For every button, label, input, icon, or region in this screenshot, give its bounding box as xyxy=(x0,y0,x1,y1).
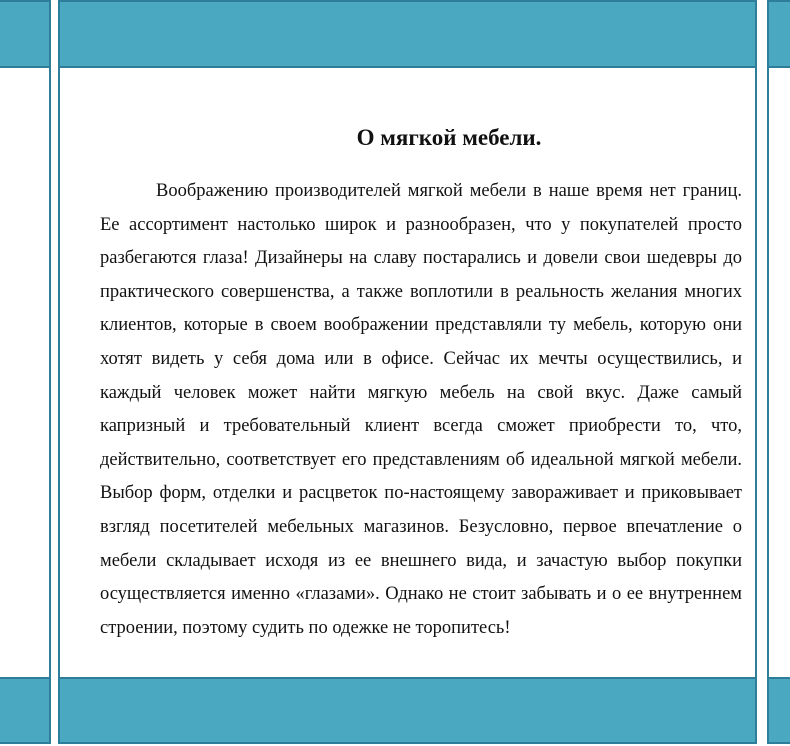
document-title: О мягкой мебели. xyxy=(356,125,542,150)
content-area xyxy=(58,68,757,677)
document-paragraph: Воображению производителей мягкой мебели в наше время нет границ. Ее ассортимент настолько широк и разнообразен, что у покупателей просто разбегаются глаза! Дизайнеры на славу постарались и довели свои шедевры до практического совершенства, а также воплотили в реальность желания многих клиентов, которые в своем воображении представляли ту мебель, которую они хотят видеть у себя дома или в офисе. Сейчас их мечты осуществились, и каждый человек может найти мягкую мебель на свой вкус. Даже самый капризный и требовательный клиент всегда сможет приобрести то, что, действительно, соответствует его представлениям об идеальной мягкой мебели. Выбор форм, отделки и расцветок по-настоящему завораживает и приковывает взгляд посетителей мебельных магазинов. Безусловно, первое впечатление о мебели складывает исходя из ее внешнего вида, и зачастую выбор покупки осуществляется именно «глазами». Однако не стоит забывать и о ее внутреннем строении, поэтому судить по одежке не торопитесь! xyxy=(100,181,742,638)
left-top-band xyxy=(0,0,51,68)
right-middle-spacer xyxy=(767,68,790,677)
left-middle-spacer xyxy=(0,68,51,677)
content-column xyxy=(58,0,757,744)
right-top-band xyxy=(767,0,790,68)
right-decor-column xyxy=(767,0,790,744)
left-decor-column xyxy=(0,0,51,744)
footer-band xyxy=(58,677,757,744)
header-band xyxy=(58,0,757,68)
right-bottom-band xyxy=(767,677,790,744)
left-bottom-band xyxy=(0,677,51,744)
